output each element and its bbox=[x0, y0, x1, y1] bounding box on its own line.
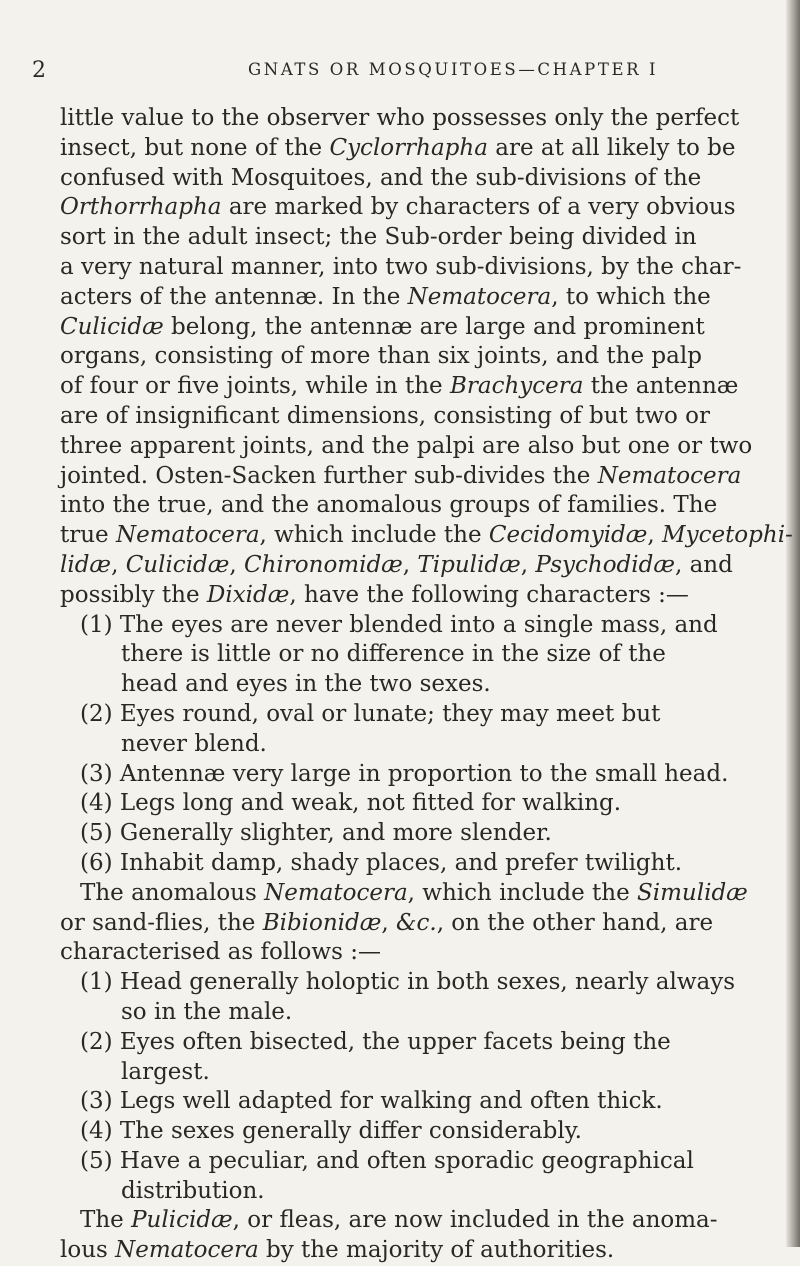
text-line: The anomalous Nematocera, which include the Simulidæ bbox=[80, 879, 748, 906]
list-item bbox=[60, 700, 730, 760]
text-line: (5) Generally slighter, and more slender. bbox=[80, 820, 552, 847]
page-number: 2 bbox=[32, 58, 47, 83]
text-line: or sand-flies, the Bibionidæ, &c., on the other hand, are bbox=[60, 909, 714, 936]
text-line: so in the male. bbox=[121, 998, 293, 1025]
text-line: insect, but none of the Cyclorrhapha are at all likely to be bbox=[60, 134, 736, 161]
text-line: three apparent joints, and the palpi are also but one or two bbox=[60, 432, 753, 459]
text-line: (5) Have a peculiar, and often sporadic geographical bbox=[80, 1147, 694, 1174]
text-line: largest. bbox=[121, 1058, 210, 1085]
text-line: sort in the adult insect; the Sub-order being divided in bbox=[60, 224, 697, 251]
page-header bbox=[32, 46, 659, 86]
paragraph-intro bbox=[60, 104, 793, 611]
list-item bbox=[60, 968, 736, 1028]
text-line: head and eyes in the two sexes. bbox=[121, 671, 491, 698]
list-true-nematocera bbox=[60, 611, 730, 879]
list-anomalous-nematocera bbox=[60, 968, 736, 1206]
text-line: Orthorrhapha are marked by characters of a very obvious bbox=[60, 194, 736, 221]
text-line: lidæ, Culicidæ, Chironomidæ, Tipulidæ, Psychodidæ, and bbox=[60, 551, 733, 578]
text-line: (4) Legs long and weak, not fitted for walking. bbox=[80, 790, 622, 817]
text-line: possibly the Dixidæ, have the following characters :— bbox=[60, 581, 689, 608]
text-line: (3) Antennæ very large in proportion to the small head. bbox=[80, 760, 729, 787]
running-head: GNATS OR MOSQUITOES—CHAPTER I bbox=[248, 60, 659, 79]
list-item bbox=[60, 789, 730, 819]
paragraph-pulicidae bbox=[60, 1206, 730, 1266]
text-line: of four or five joints, while in the Brachycera the antennæ bbox=[60, 373, 739, 400]
text-line: into the true, and the anomalous groups of families. The bbox=[60, 492, 718, 519]
list-item bbox=[60, 849, 730, 879]
text-line: (3) Legs well adapted for walking and often thick. bbox=[80, 1088, 663, 1115]
text-line: acters of the antennæ. In the Nematocera, to which the bbox=[60, 283, 711, 310]
list-item bbox=[60, 760, 730, 790]
list-item bbox=[60, 1087, 730, 1117]
list-item bbox=[60, 611, 730, 700]
text-line: little value to the observer who possesses only the perfect bbox=[60, 105, 740, 131]
text-line: confused with Mosquitoes, and the sub-divisions of the bbox=[60, 164, 702, 191]
list-item bbox=[60, 819, 730, 849]
text-line: organs, consisting of more than six joints, and the palp bbox=[60, 343, 702, 370]
text-line: are of insignificant dimensions, consisting of but two or bbox=[60, 402, 711, 429]
text-line: The Pulicidæ, or fleas, are now included in the anoma- bbox=[80, 1207, 718, 1234]
list-item bbox=[60, 1117, 730, 1147]
text-line: a very natural manner, into two sub-divisions, by the char- bbox=[60, 253, 742, 280]
text-line: (4) The sexes generally differ considerably. bbox=[80, 1118, 582, 1145]
text-line: distribution. bbox=[121, 1177, 265, 1204]
page-body bbox=[60, 104, 793, 1266]
text-line: there is little or no difference in the size of the bbox=[121, 641, 666, 668]
text-line: jointed. Osten-Sacken further sub-divides the Nematocera bbox=[60, 462, 742, 489]
text-line: (2) Eyes round, oval or lunate; they may meet but bbox=[80, 700, 661, 727]
text-line: (2) Eyes often bisected, the upper facets being the bbox=[80, 1028, 671, 1055]
text-line: Culicidæ belong, the antennæ are large and prominent bbox=[60, 313, 705, 340]
text-line: (1) The eyes are never blended into a single mass, and bbox=[80, 611, 718, 638]
text-line: (6) Inhabit damp, shady places, and prefer twilight. bbox=[80, 849, 683, 876]
text-line: never blend. bbox=[121, 730, 267, 757]
text-line: lous Nematocera by the majority of authorities. bbox=[60, 1237, 615, 1264]
list-item bbox=[60, 1028, 730, 1088]
list-item bbox=[60, 1147, 730, 1207]
page-edge-shadow bbox=[786, 0, 800, 1247]
paragraph-anomalous bbox=[60, 879, 748, 968]
text-line: (1) Head generally holoptic in both sexes, nearly always bbox=[80, 969, 736, 996]
text-line: true Nematocera, which include the Cecidomyidæ, Mycetophi- bbox=[60, 522, 793, 549]
text-line: characterised as follows :— bbox=[60, 939, 381, 966]
